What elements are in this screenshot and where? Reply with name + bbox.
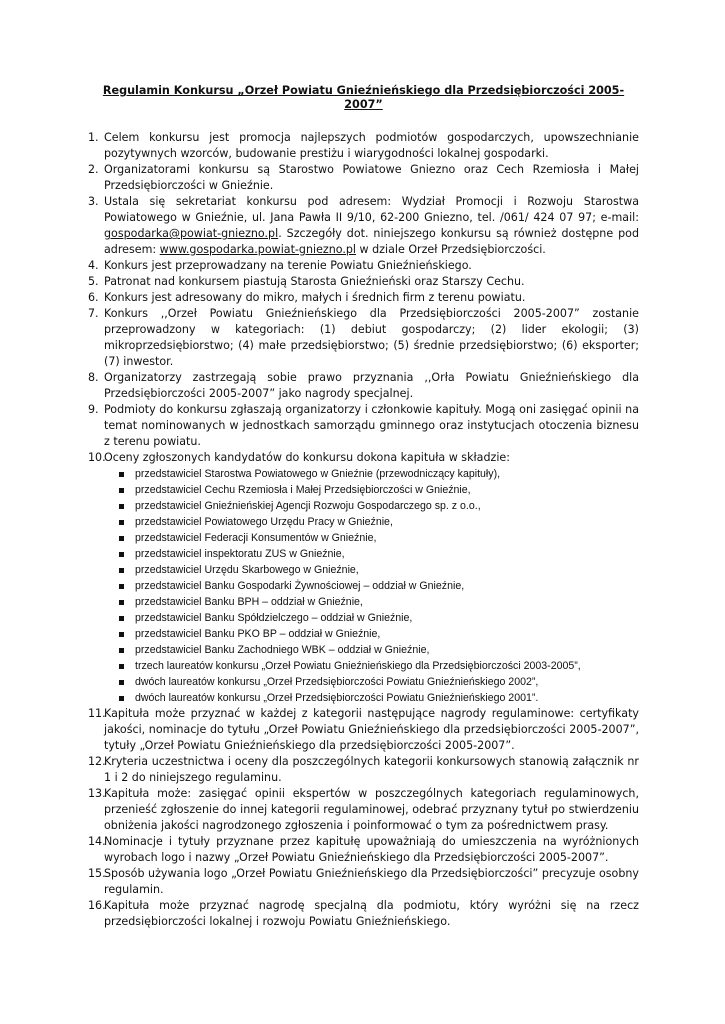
item-text: Konkurs jest adresowany do mikro, małych i średnich firm z terenu powiatu. [104, 291, 526, 304]
square-bullet-icon [119, 520, 124, 525]
square-bullet-icon [119, 632, 124, 637]
committee-member [119, 610, 639, 626]
item-number: 3. [88, 195, 99, 208]
page-title: Regulamin Konkursu „Orzeł Powiatu Gnieźnieńskiego dla Przedsiębiorczości 2005-2007” [102, 84, 625, 111]
committee-member [119, 530, 639, 546]
item-number: 14. [88, 835, 106, 848]
item-number: 1. [88, 131, 99, 144]
item-number: 16. [88, 899, 106, 912]
list-item [88, 402, 639, 450]
committee-member-text: dwóch laureatów konkursu „Orzeł Przedsiębiorczości Powiatu Gnieźnieńskiego 2001”. [135, 692, 539, 704]
committee-member [119, 482, 639, 498]
item-text [104, 194, 639, 258]
list-item [88, 130, 639, 162]
square-bullet-icon [119, 568, 124, 573]
item-text: Nominacje i tytuły przyznane przez kapitułę upoważniają do umieszczenia na wyróżnionych wyrobach logo i nazwy „Orzeł Powiatu Gnieźnieńskiego dla Przedsiębiorczości 2005-2007”. [104, 835, 639, 864]
committee-member [119, 690, 639, 706]
committee-member-text: przedstawiciel Banku Gospodarki Żywnościowej – oddział w Gnieźnie, [135, 580, 465, 592]
item-text: Kryteria uczestnictwa i oceny dla poszczególnych kategorii konkursowych stanowią załącznik nr 1 i 2 do niniejszego regulaminu. [104, 755, 639, 784]
committee-member [119, 466, 639, 482]
list-item [88, 706, 639, 754]
item-number: 4. [88, 259, 99, 272]
item-number: 12. [88, 755, 106, 768]
item-text: Kapituła może przyznać nagrodę specjalną dla podmiotu, który wyróżni się na rzecz przedsiębiorczości lokalnej i rozwoju Powiatu Gnieźnieńskiego. [104, 899, 639, 928]
list-item [88, 450, 639, 706]
item-number: 15. [88, 867, 106, 880]
list-item [88, 306, 639, 370]
committee-member [119, 594, 639, 610]
committee-member-text: przedstawiciel Banku BPH – oddział w Gnieźnie, [135, 596, 363, 608]
list-item [88, 754, 639, 786]
item-text: Sposób używania logo „Orzeł Powiatu Gnieźnieńskiego dla Przedsiębiorczości” precyzuje osobny regulamin. [104, 867, 639, 896]
committee-member-text: przedstawiciel Starostwa Powiatowego w Gnieźnie (przewodniczący kapituły), [135, 468, 501, 480]
committee-member [119, 674, 639, 690]
square-bullet-icon [119, 552, 124, 557]
list-item [88, 866, 639, 898]
item-text: Organizatorzy zastrzegają sobie prawo przyznania ,,Orła Powiatu Gnieźnieńskiego dla Przedsiębiorczości 2005-2007” jako nagrody specjalnej. [104, 371, 639, 400]
item-text-part: w dziale Orzeł Przedsiębiorczości. [356, 243, 546, 256]
square-bullet-icon [119, 584, 124, 589]
item-number: 11. [88, 707, 106, 720]
list-item [88, 786, 639, 834]
website-link[interactable]: www.gospodarka.powiat-gniezno.pl [159, 243, 357, 256]
committee-member [119, 514, 639, 530]
list-item [88, 290, 639, 306]
item-text: Kapituła może: zasięgać opinii ekspertów w poszczególnych kategoriach regulaminowych, przenieść zgłoszenie do innej kategorii regulaminowej, odebrać przyznany tytuł po stwierdzeniu obniżenia jakości nagrodzonego zgłoszenia i poinformować o tym za pośrednictwem prasy. [104, 787, 639, 832]
item-number: 5. [88, 275, 99, 288]
item-number: 8. [88, 371, 99, 384]
committee-member-text: przedstawiciel inspektoratu ZUS w Gnieźnie, [135, 548, 345, 560]
committee-member-text: przedstawiciel Urzędu Skarbowego w Gnieźnie, [135, 564, 359, 576]
square-bullet-icon [119, 696, 124, 701]
committee-member-text: trzech laureatów konkursu „Orzeł Powiatu Gnieźnieńskiego dla Przedsiębiorczości 2003-2005”, [135, 660, 581, 672]
item-text-part: . Szczegóły dot. niniejszego konkursu są również dostępne pod adresem: [104, 227, 639, 256]
item-number: 7. [88, 307, 99, 320]
list-item [88, 834, 639, 866]
square-bullet-icon [119, 648, 124, 653]
item-text-part: Ustala się sekretariat konkursu pod adresem: Wydział Promocji i Rozwoju Starostwa Powiatowego w Gnieźnie, ul. Jana Pawła II 9/10, 62-200 Gniezno, tel. /061/ 424 07 97; e-mail: [104, 195, 639, 224]
item-number: 13. [88, 787, 106, 800]
list-item [88, 162, 639, 194]
list-item [88, 274, 639, 290]
square-bullet-icon [119, 536, 124, 541]
list-item [88, 370, 639, 402]
item-text: Celem konkursu jest promocja najlepszych podmiotów gospodarczych, upowszechnianie pozytywnych wzorców, budowanie prestiżu i wiarygodności lokalnej gospodarki. [104, 131, 639, 160]
committee-member [119, 562, 639, 578]
email-link[interactable]: gospodarka@powiat-gniezno.pl [104, 227, 279, 240]
item-number: 10. [88, 451, 106, 464]
committee-member-text: dwóch laureatów konkursu „Orzeł Przedsiębiorczości Powiatu Gnieźnieńskiego 2002”, [135, 676, 539, 688]
square-bullet-icon [119, 680, 124, 685]
committee-member-text: przedstawiciel Gnieźnieńskiej Agencji Rozwoju Gospodarczego sp. z o.o., [135, 500, 481, 512]
square-bullet-icon [119, 504, 124, 509]
square-bullet-icon [119, 616, 124, 621]
item-text: Oceny zgłoszonych kandydatów do konkursu dokona kapituła w składzie: [104, 451, 510, 464]
committee-member-text: przedstawiciel Cechu Rzemiosła i Małej Przedsiębiorczości w Gnieźnie, [135, 484, 471, 496]
square-bullet-icon [119, 600, 124, 605]
committee-member [119, 498, 639, 514]
square-bullet-icon [119, 472, 124, 477]
committee-member [119, 578, 639, 594]
square-bullet-icon [119, 664, 124, 669]
list-item [88, 898, 639, 930]
committee-list [104, 466, 639, 706]
square-bullet-icon [119, 488, 124, 493]
item-text: Konkurs ,,Orzeł Powiatu Gnieźnieńskiego dla Przedsiębiorczości 2005-2007” zostanie przeprowadzony w kategoriach: (1) debiut gospodarczy; (2) lider ekologii; (3) mikroprzedsiębiorstwo; (4) małe przedsiębiorstwo; (5) średnie przedsiębiorstwo; (6) eksporter; (7) inwestor. [104, 307, 639, 368]
committee-member [119, 546, 639, 562]
item-text: Kapituła może przyznać w każdej z kategorii następujące nagrody regulaminowe: certyfikaty jakości, nominacje do tytułu „Orzeł Powiatu Gnieźnieńskiego dla przedsiębiorczości 2005-2007”, tytuły „Orzeł Powiatu Gnieźnieńskiego dla przedsiębiorczości 2005-2007”. [104, 707, 639, 752]
item-number: 9. [88, 403, 99, 416]
committee-member-text: przedstawiciel Powiatowego Urzędu Pracy w Gnieźnie, [135, 516, 393, 528]
committee-member-text: przedstawiciel Federacji Konsumentów w Gnieźnie, [135, 532, 377, 544]
item-text: Podmioty do konkursu zgłaszają organizatorzy i członkowie kapituły. Mogą oni zasięgać opinii na temat nominowanych w jednostkach samorządu gminnego oraz instytucjach otoczenia biznesu z terenu powiatu. [104, 403, 639, 448]
committee-member-text: przedstawiciel Banku Zachodniego WBK – oddział w Gnieźnie, [135, 644, 430, 656]
item-number: 2. [88, 163, 99, 176]
regulations-list [88, 130, 639, 930]
committee-member [119, 642, 639, 658]
item-text: Organizatorami konkursu są Starostwo Powiatowe Gniezno oraz Cech Rzemiosła i Małej Przedsiębiorczości w Gnieźnie. [104, 163, 639, 192]
committee-member-text: przedstawiciel Banku PKO BP – oddział w Gnieźnie, [135, 628, 381, 640]
committee-member-text: przedstawiciel Banku Spółdzielczego – oddział w Gnieźnie, [135, 612, 413, 624]
list-item [88, 258, 639, 274]
committee-member [119, 658, 639, 674]
item-text: Konkurs jest przeprowadzany na terenie Powiatu Gnieźnieńskiego. [104, 259, 472, 272]
item-text: Patronat nad konkursem piastują Starosta Gnieźnieński oraz Starszy Cechu. [104, 275, 525, 288]
committee-member [119, 626, 639, 642]
list-item [88, 194, 639, 258]
item-number: 6. [88, 291, 99, 304]
